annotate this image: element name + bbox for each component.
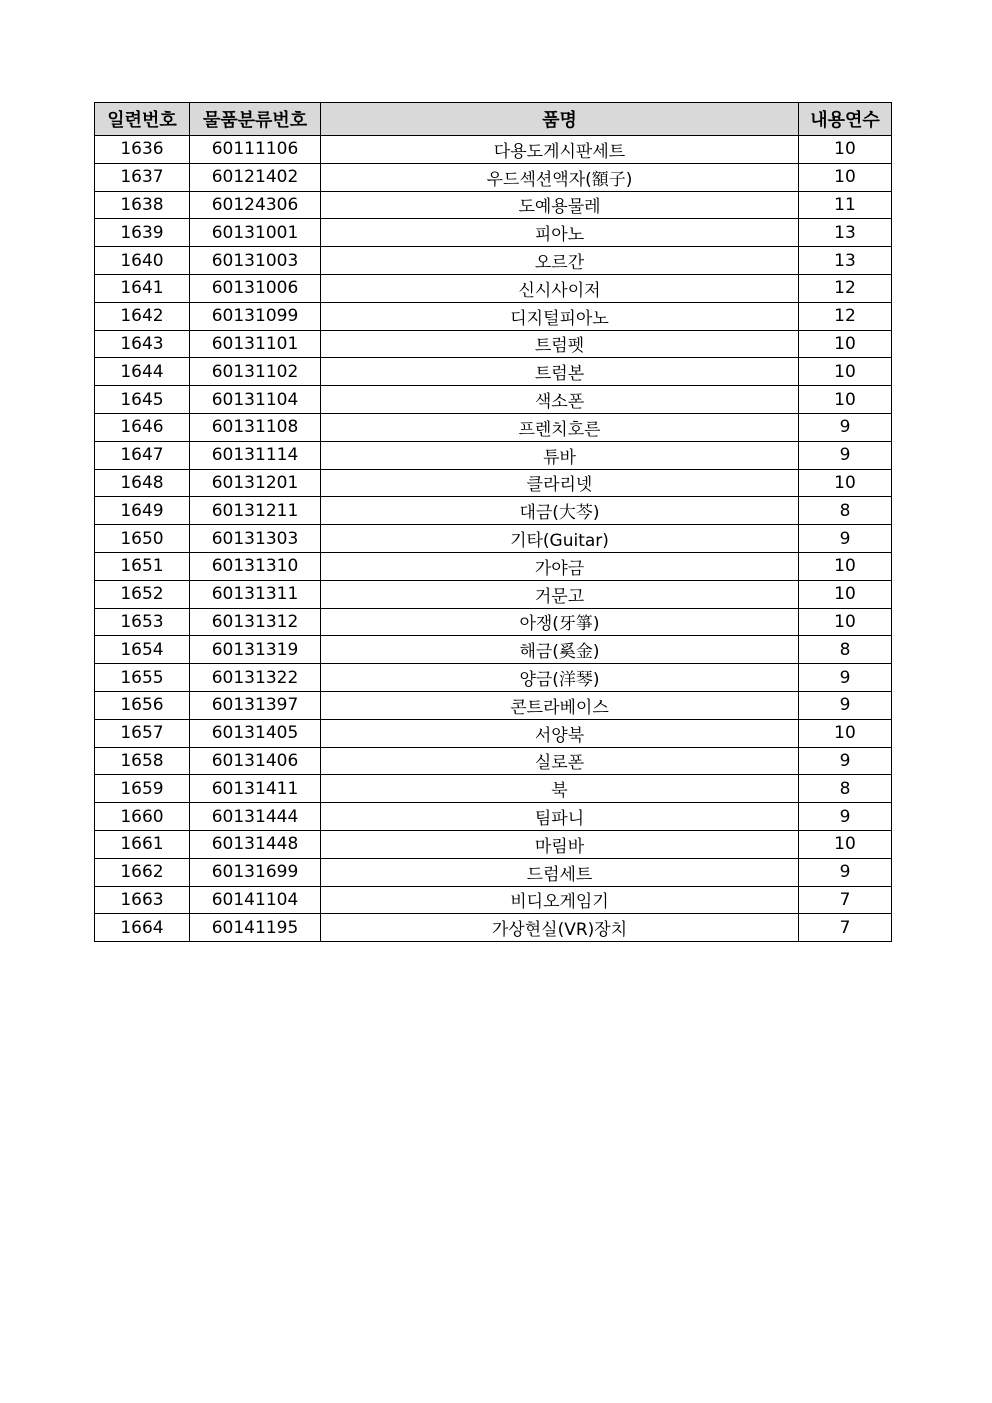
- classification-number-cell: 60124306: [190, 191, 321, 219]
- serial-number-cell: 1636: [95, 136, 190, 164]
- serial-number-cell: 1654: [95, 636, 190, 664]
- table-row: [95, 552, 892, 580]
- item-name-cell: 해금(奚金): [321, 636, 799, 664]
- classification-number-cell: 60141195: [190, 914, 321, 942]
- table-body: [95, 136, 892, 942]
- item-name-cell: 북: [321, 775, 799, 803]
- header-useful-life: 내용연수: [799, 103, 892, 136]
- table-row: [95, 664, 892, 692]
- classification-number-cell: 60131448: [190, 830, 321, 858]
- useful-life-cell: 9: [799, 413, 892, 441]
- useful-life-cell: 13: [799, 219, 892, 247]
- useful-life-cell: 10: [799, 330, 892, 358]
- classification-number-cell: 60131319: [190, 636, 321, 664]
- useful-life-cell: 10: [799, 358, 892, 386]
- item-name-cell: 트럼본: [321, 358, 799, 386]
- table-row: [95, 775, 892, 803]
- item-name-cell: 클라리넷: [321, 469, 799, 497]
- table-row: [95, 136, 892, 164]
- table-row: [95, 386, 892, 414]
- serial-number-cell: 1640: [95, 247, 190, 275]
- classification-number-cell: 60131406: [190, 747, 321, 775]
- table-row: [95, 525, 892, 553]
- useful-life-cell: 12: [799, 274, 892, 302]
- classification-number-cell: 60131310: [190, 552, 321, 580]
- table-row: [95, 219, 892, 247]
- item-name-cell: 마림바: [321, 830, 799, 858]
- item-name-cell: 프렌치호른: [321, 413, 799, 441]
- classification-number-cell: 60131006: [190, 274, 321, 302]
- table-row: [95, 247, 892, 275]
- serial-number-cell: 1645: [95, 386, 190, 414]
- useful-life-cell: 13: [799, 247, 892, 275]
- durable-goods-table: [94, 102, 892, 942]
- table-row: [95, 803, 892, 831]
- classification-number-cell: 60131104: [190, 386, 321, 414]
- serial-number-cell: 1650: [95, 525, 190, 553]
- useful-life-cell: 9: [799, 691, 892, 719]
- serial-number-cell: 1647: [95, 441, 190, 469]
- serial-number-cell: 1660: [95, 803, 190, 831]
- item-name-cell: 서양북: [321, 719, 799, 747]
- classification-number-cell: 60131322: [190, 664, 321, 692]
- useful-life-cell: 9: [799, 441, 892, 469]
- serial-number-cell: 1638: [95, 191, 190, 219]
- useful-life-cell: 7: [799, 914, 892, 942]
- classification-number-cell: 60131108: [190, 413, 321, 441]
- item-name-cell: 양금(洋琴): [321, 664, 799, 692]
- table-row: [95, 191, 892, 219]
- item-name-cell: 신시사이저: [321, 274, 799, 302]
- useful-life-cell: 9: [799, 858, 892, 886]
- serial-number-cell: 1639: [95, 219, 190, 247]
- useful-life-cell: 10: [799, 552, 892, 580]
- serial-number-cell: 1658: [95, 747, 190, 775]
- item-name-cell: 튜바: [321, 441, 799, 469]
- useful-life-cell: 11: [799, 191, 892, 219]
- useful-life-cell: 9: [799, 664, 892, 692]
- item-name-cell: 드럼세트: [321, 858, 799, 886]
- table-row: [95, 608, 892, 636]
- table-row: [95, 330, 892, 358]
- item-name-cell: 비디오게임기: [321, 886, 799, 914]
- classification-number-cell: 60131311: [190, 580, 321, 608]
- useful-life-cell: 10: [799, 830, 892, 858]
- item-name-cell: 다용도게시판세트: [321, 136, 799, 164]
- useful-life-cell: 10: [799, 136, 892, 164]
- table-row: [95, 274, 892, 302]
- useful-life-cell: 10: [799, 469, 892, 497]
- classification-number-cell: 60131099: [190, 302, 321, 330]
- item-name-cell: 오르간: [321, 247, 799, 275]
- item-name-cell: 실로폰: [321, 747, 799, 775]
- item-name-cell: 트럼펫: [321, 330, 799, 358]
- useful-life-cell: 8: [799, 497, 892, 525]
- table-row: [95, 830, 892, 858]
- item-name-cell: 도예용물레: [321, 191, 799, 219]
- item-name-cell: 디지털피아노: [321, 302, 799, 330]
- serial-number-cell: 1648: [95, 469, 190, 497]
- serial-number-cell: 1642: [95, 302, 190, 330]
- classification-number-cell: 60121402: [190, 163, 321, 191]
- classification-number-cell: 60131114: [190, 441, 321, 469]
- classification-number-cell: 60131303: [190, 525, 321, 553]
- serial-number-cell: 1649: [95, 497, 190, 525]
- table-row: [95, 719, 892, 747]
- classification-number-cell: 60131201: [190, 469, 321, 497]
- serial-number-cell: 1653: [95, 608, 190, 636]
- table-row: [95, 858, 892, 886]
- classification-number-cell: 60131003: [190, 247, 321, 275]
- serial-number-cell: 1652: [95, 580, 190, 608]
- table-row: [95, 441, 892, 469]
- table-row: [95, 747, 892, 775]
- table-row: [95, 358, 892, 386]
- serial-number-cell: 1643: [95, 330, 190, 358]
- item-name-cell: 아쟁(牙箏): [321, 608, 799, 636]
- useful-life-cell: 10: [799, 386, 892, 414]
- serial-number-cell: 1656: [95, 691, 190, 719]
- useful-life-cell: 10: [799, 580, 892, 608]
- useful-life-cell: 9: [799, 525, 892, 553]
- serial-number-cell: 1651: [95, 552, 190, 580]
- classification-number-cell: 60111106: [190, 136, 321, 164]
- item-name-cell: 색소폰: [321, 386, 799, 414]
- classification-number-cell: 60131411: [190, 775, 321, 803]
- table-row: [95, 886, 892, 914]
- useful-life-cell: 12: [799, 302, 892, 330]
- item-name-cell: 가야금: [321, 552, 799, 580]
- table-row: [95, 302, 892, 330]
- table-row: [95, 497, 892, 525]
- table-row: [95, 413, 892, 441]
- classification-number-cell: 60131001: [190, 219, 321, 247]
- table-row: [95, 580, 892, 608]
- item-name-cell: 콘트라베이스: [321, 691, 799, 719]
- serial-number-cell: 1637: [95, 163, 190, 191]
- item-name-cell: 우드섹션액자(額子): [321, 163, 799, 191]
- table-row: [95, 163, 892, 191]
- serial-number-cell: 1659: [95, 775, 190, 803]
- serial-number-cell: 1646: [95, 413, 190, 441]
- useful-life-cell: 8: [799, 775, 892, 803]
- serial-number-cell: 1644: [95, 358, 190, 386]
- serial-number-cell: 1664: [95, 914, 190, 942]
- classification-number-cell: 60131405: [190, 719, 321, 747]
- classification-number-cell: 60131397: [190, 691, 321, 719]
- useful-life-cell: 10: [799, 719, 892, 747]
- classification-number-cell: 60131102: [190, 358, 321, 386]
- table-row: [95, 691, 892, 719]
- item-name-cell: 팀파니: [321, 803, 799, 831]
- useful-life-cell: 9: [799, 747, 892, 775]
- classification-number-cell: 60141104: [190, 886, 321, 914]
- classification-number-cell: 60131211: [190, 497, 321, 525]
- serial-number-cell: 1663: [95, 886, 190, 914]
- serial-number-cell: 1655: [95, 664, 190, 692]
- classification-number-cell: 60131312: [190, 608, 321, 636]
- serial-number-cell: 1657: [95, 719, 190, 747]
- table-row: [95, 636, 892, 664]
- item-name-cell: 가상현실(VR)장치: [321, 914, 799, 942]
- item-name-cell: 피아노: [321, 219, 799, 247]
- serial-number-cell: 1641: [95, 274, 190, 302]
- item-name-cell: 대금(大芩): [321, 497, 799, 525]
- useful-life-cell: 8: [799, 636, 892, 664]
- table-row: [95, 469, 892, 497]
- useful-life-cell: 7: [799, 886, 892, 914]
- useful-life-cell: 10: [799, 608, 892, 636]
- serial-number-cell: 1661: [95, 830, 190, 858]
- classification-number-cell: 60131699: [190, 858, 321, 886]
- table-header-row: [95, 103, 892, 136]
- useful-life-cell: 9: [799, 803, 892, 831]
- classification-number-cell: 60131444: [190, 803, 321, 831]
- item-name-cell: 기타(Guitar): [321, 525, 799, 553]
- header-item-name: 품명: [321, 103, 799, 136]
- item-name-cell: 거문고: [321, 580, 799, 608]
- header-serial-number: 일련번호: [95, 103, 190, 136]
- header-classification-number: 물품분류번호: [190, 103, 321, 136]
- useful-life-cell: 10: [799, 163, 892, 191]
- classification-number-cell: 60131101: [190, 330, 321, 358]
- table-row: [95, 914, 892, 942]
- serial-number-cell: 1662: [95, 858, 190, 886]
